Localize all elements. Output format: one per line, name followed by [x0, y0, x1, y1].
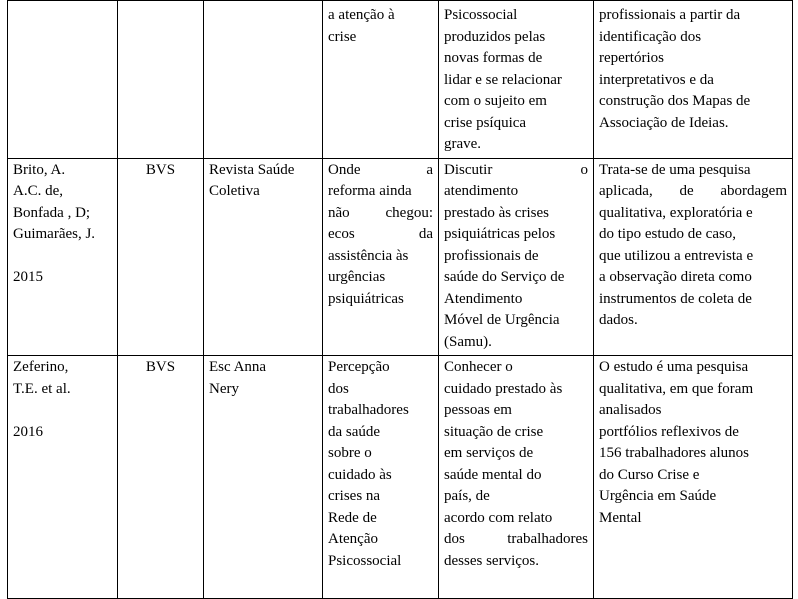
author-cell — [8, 1, 118, 159]
method-line: aplicada, de abordagem — [599, 183, 787, 199]
method-line: identificação dos — [599, 28, 702, 45]
title-line: urgências — [328, 269, 386, 285]
table-row — [8, 158, 793, 356]
method-cell — [594, 1, 793, 159]
journal-line: Coletiva — [209, 183, 260, 199]
method-line: qualitativa, exploratória e — [599, 204, 753, 221]
objective-line: Conhecer o — [444, 359, 513, 375]
author-line: Guimarães, J. — [13, 226, 96, 242]
journal-cell — [204, 356, 323, 599]
objective-line: dos trabalhadores — [444, 531, 588, 547]
title-line: a atenção à — [328, 7, 395, 23]
method-line: qualitativa, em que foram — [599, 380, 754, 397]
title-line: dos — [328, 380, 349, 397]
literature-review-table — [7, 0, 793, 599]
objective-line: em serviços de — [444, 445, 534, 461]
method-line: analisados — [599, 402, 662, 418]
title-line: sobre o — [328, 445, 372, 461]
database-cell — [118, 158, 204, 356]
method-line: do tipo estudo de caso, — [599, 226, 737, 242]
objective-line: cuidado prestado às — [444, 380, 563, 397]
objective-line: situação de crise — [444, 423, 544, 440]
objective-line: psiquiátricas pelos — [444, 226, 556, 242]
journal-line: Esc Anna — [209, 359, 267, 375]
objective-line: pessoas em — [444, 402, 512, 418]
journal-cell — [204, 158, 323, 356]
author-line: T.E. et al. — [13, 380, 71, 397]
method-cell — [594, 356, 793, 599]
method-line: Associação de Ideias. — [599, 114, 729, 131]
journal-cell — [204, 1, 323, 159]
objective-line: desses serviços. — [444, 552, 539, 569]
database-cell — [118, 356, 204, 599]
author-line: A.C. de, — [13, 183, 63, 199]
objective-line: (Samu). — [444, 333, 492, 350]
objective-cell — [439, 158, 594, 356]
method-line: profissionais a partir da — [599, 7, 741, 23]
objective-cell — [439, 1, 594, 159]
objective-line: com o sujeito em — [444, 93, 547, 109]
year-text: 2016 — [13, 423, 43, 440]
title-line: Atenção — [328, 531, 378, 547]
method-line: portfólios reflexivos de — [599, 423, 739, 440]
objective-line: profissionais de — [444, 247, 539, 264]
method-cell — [594, 158, 793, 356]
author-line: Zeferino, — [13, 359, 69, 375]
method-line: Mental — [599, 509, 642, 526]
objective-line: novas formas de — [444, 50, 543, 66]
title-line: da saúde — [328, 423, 381, 440]
title-line: Percepção — [328, 359, 390, 375]
table-row — [8, 356, 793, 599]
method-line: 156 trabalhadores alunos — [599, 445, 749, 461]
author-line: Bonfada , D; — [13, 204, 91, 221]
title-line: reforma ainda — [328, 183, 412, 199]
method-line: que utilizou a entrevista e — [599, 247, 754, 264]
method-line: repertórios — [599, 50, 664, 66]
method-line: a observação direta como — [599, 269, 752, 285]
method-line: interpretativos e da — [599, 71, 714, 88]
method-line: instrumentos de coleta de — [599, 290, 752, 307]
database-text: BVS — [145, 359, 176, 375]
objective-line: crise psíquica — [444, 114, 527, 131]
method-line: dados. — [599, 312, 638, 328]
method-line: construção dos Mapas de — [599, 93, 751, 109]
title-line: cuidado às — [328, 466, 392, 483]
title-cell — [323, 1, 439, 159]
database-text: BVS — [145, 161, 176, 178]
objective-line: grave. — [444, 136, 482, 152]
objective-line: Discutir o — [444, 161, 588, 178]
title-cell — [323, 158, 439, 356]
objective-line: país, de — [444, 488, 490, 504]
author-cell — [8, 356, 118, 599]
title-line: Rede de — [328, 509, 377, 526]
objective-line: saúde do Serviço de — [444, 269, 565, 285]
objective-line: prestado às crises — [444, 204, 549, 221]
objective-line: Atendimento — [444, 290, 523, 307]
author-line: Brito, A. — [13, 161, 66, 178]
title-line: trabalhadores — [328, 402, 409, 418]
method-line: Trata-se de uma pesquisa — [599, 161, 751, 178]
author-cell — [8, 158, 118, 356]
objective-line: lidar e se relacionar — [444, 71, 562, 88]
objective-line: saúde mental do — [444, 466, 542, 483]
journal-line: Nery — [209, 380, 239, 397]
database-cell — [118, 1, 204, 159]
year-text: 2015 — [13, 269, 43, 285]
method-line: Urgência em Saúde — [599, 488, 717, 504]
title-line: Psicossocial — [328, 552, 402, 569]
method-line: do Curso Crise e — [599, 466, 700, 483]
objective-cell — [439, 356, 594, 599]
title-cell — [323, 356, 439, 599]
journal-line: Revista Saúde — [209, 161, 295, 178]
objective-line: Psicossocial — [444, 7, 518, 23]
table-row — [8, 1, 793, 159]
title-line: Onde a — [328, 161, 433, 178]
title-line: crise — [328, 28, 357, 45]
title-line: ecos da — [328, 226, 433, 242]
title-line: assistência às — [328, 247, 409, 264]
title-line: crises na — [328, 488, 381, 504]
method-line: O estudo é uma pesquisa — [599, 359, 749, 375]
objective-line: Móvel de Urgência — [444, 312, 560, 328]
objective-line: atendimento — [444, 183, 519, 199]
title-line: não chegou: — [328, 204, 433, 221]
objective-line: acordo com relato — [444, 509, 553, 526]
title-line: psiquiátricas — [328, 290, 404, 307]
objective-line: produzidos pelas — [444, 28, 546, 45]
